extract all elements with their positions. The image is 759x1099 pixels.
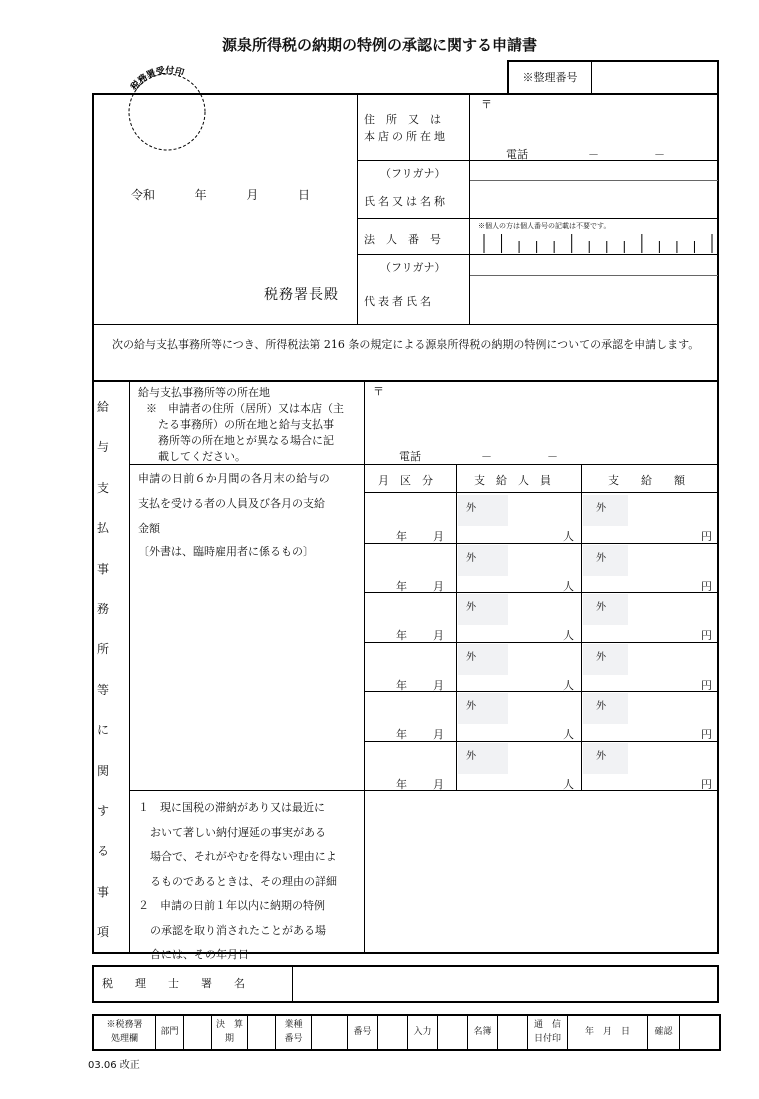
address-input[interactable] [496,100,715,142]
office-use-text: 通 信 [533,1020,561,1030]
office-use-text: 名簿 [473,1027,492,1037]
revision-label: 03.06 改正 [88,1060,140,1071]
statement: 次の給与支払事務所等につき、所得税法第 216 条の規定による源泉所得税の納期の特例についての承認を申請します。 [112,338,700,351]
amount-unit: 円 [701,530,712,543]
payroll-desc: 金額 [138,522,160,535]
rep-furigana-input[interactable] [474,257,716,274]
office-use-cell [527,1016,567,1049]
divider [365,592,717,593]
condition-line: 場合で、それがやむを得ない理由によ [150,850,337,863]
office-use-box [92,1014,721,1051]
office-label: 給与支払事務所等の所在地 [138,386,270,399]
payroll-desc: 〔外書は、臨時雇用者に係るもの〕 [138,545,314,558]
corp-number-boxes[interactable] [470,230,718,254]
phone-dash: － [547,450,558,463]
address-label-1: 住 所 又 は [364,113,441,126]
office-use-blank-cell[interactable] [377,1016,407,1049]
postal-mark: 〒 [373,385,384,398]
office-use-cell [567,1016,647,1049]
amount-unit: 円 [701,629,712,643]
office-use-label-1: ※税務署 [106,1020,143,1030]
office-use-blank-cell[interactable] [247,1016,275,1049]
furigana-label: （フリガナ） [380,167,446,180]
office-use-cell [155,1016,183,1049]
date-year: 年 [194,188,207,202]
outer-people-label: 外 [466,751,476,762]
office-use-text: 業種 [284,1020,303,1030]
section-vertical-char: 給 [96,400,109,414]
office-note: ※ 申請者の住所（居所）又は本店（主 [146,402,344,415]
condition-line: ２ 申請の日前１年以内に納期の特例 [138,899,325,912]
ref-number-box [507,60,719,95]
outer-people-label: 外 [466,503,476,514]
office-note: 載してください。 [158,450,246,463]
outer-amount-label: 外 [596,602,606,614]
divider [365,691,717,692]
row-month-label: 月 [433,778,444,791]
divider [129,382,130,952]
office-use-text: 番号 [353,1027,372,1037]
col-month-header: 月 区 分 [378,474,433,487]
people-unit: 人 [563,629,574,643]
row-year-label: 年 [396,728,407,742]
office-note: 務所等の所在地とが異なる場合に記 [158,434,334,447]
date-line [131,186,310,203]
conditions-input[interactable] [370,796,714,950]
people-unit: 人 [563,778,574,791]
office-use-cell [275,1016,311,1049]
section-vertical-char: 事 [96,884,109,899]
row-year-label: 年 [396,778,407,791]
people-unit: 人 [563,579,574,593]
addressee: 税務署長殿 [264,287,339,303]
outer-people-label: 外 [466,651,476,663]
divider [94,324,718,325]
row-year-label: 年 [396,579,407,593]
outer-amount-label: 外 [596,503,606,514]
form-title: 源泉所得税の納期の特例の承認に関する申請書 [221,36,537,54]
phone-dash: － [481,450,492,463]
divider [130,790,717,791]
ref-number-input[interactable] [595,66,715,92]
section-vertical-char: に [96,723,109,738]
outer-people-label: 外 [466,701,476,713]
amount-unit: 円 [701,778,712,791]
address-label-2: 本店の所在地 [364,130,448,143]
date-month: 月 [246,188,259,202]
divider [357,254,718,255]
rep-name-label: 代表者氏名 [364,295,434,308]
office-use-label-2: 処理欄 [110,1034,138,1044]
section-vertical-char: 支 [96,480,109,495]
office-note: たる事務所）の所在地と給与支払事 [158,418,334,431]
payroll-desc: 申請の日前６か月間の各月末の給与の [138,472,331,485]
amount-unit: 円 [701,678,712,692]
condition-line: おいて著しい納付遅延の事実がある [150,825,326,839]
office-use-blank-cell[interactable] [679,1016,719,1049]
divider [364,382,365,952]
condition-line: 合には、その年月日 [150,948,249,961]
outer-people-label: 外 [466,552,476,564]
outer-amount-label: 外 [596,751,606,762]
section-vertical-char: 所 [96,642,109,657]
section-vertical-char: 事 [96,561,109,576]
section-vertical-char: 払 [96,521,109,536]
col-amount-header: 支 給 額 [608,474,685,487]
office-use-blank-cell[interactable] [437,1016,467,1049]
col-people-header: 支 給 人 員 [474,474,551,487]
amount-unit: 円 [701,579,712,593]
outer-amount-label: 外 [596,651,606,663]
furigana-input[interactable] [474,163,716,180]
outer-people-label: 外 [466,602,476,614]
tax-accountant-box [92,965,719,1003]
condition-line: の承認を取り消されたことがある場 [150,923,326,937]
row-month-label: 月 [433,728,444,742]
section-vertical-char: 等 [96,682,109,697]
people-unit: 人 [563,530,574,543]
payroll-desc: 支払を受ける者の人員及び各月の支給 [138,497,325,510]
date-day: 日 [298,188,311,202]
corp-number-label: 法 人 番 号 [364,233,441,246]
date-era: 令和 [131,188,156,202]
postal-mark: 〒 [481,98,492,111]
divider [357,95,358,324]
corp-number-note: ※個人の方は個人番号の記載は不要です。 [478,222,611,230]
office-use-text: 日付印 [533,1034,561,1044]
office-use-cell [407,1016,437,1049]
rep-name-input[interactable] [474,280,716,320]
office-use-blank-cell[interactable] [183,1016,211,1049]
divider [365,642,717,643]
name-label: 氏名又は名称 [364,195,448,208]
phone-label: 電話 [399,450,421,463]
row-month-label: 月 [433,530,444,543]
outer-amount-label: 外 [596,552,606,564]
condition-line: るものであるときは、その理由の詳細 [150,874,337,888]
stamp-area [118,62,228,172]
section-vertical-char: 関 [96,763,109,778]
divider [365,543,717,544]
amount-unit: 円 [701,728,712,742]
row-year-label: 年 [396,629,407,643]
phone-label: 電話 [506,148,528,161]
office-use-cell [211,1016,247,1049]
row-year-label: 年 [396,678,407,692]
section-vertical-char: 務 [96,602,109,616]
divider [365,492,717,493]
office-use-cell [347,1016,377,1049]
divider [130,464,717,465]
office-use-text: 番号 [284,1034,303,1044]
phone-dash: － [654,148,665,161]
rep-furigana-label: （フリガナ） [380,261,446,274]
ref-number-label: ※整理番号 [509,62,592,93]
office-use-blank-cell[interactable] [311,1016,347,1049]
conditions [138,796,363,968]
section-vertical-char: 項 [96,925,109,940]
office-use-text: 入力 [413,1027,432,1037]
office-use-label [94,1018,155,1046]
office-use-text: 決 算 [215,1020,243,1030]
outer-amount-label: 外 [596,701,606,713]
name-input[interactable] [474,184,716,216]
people-unit: 人 [563,728,574,742]
tax-accountant-label: 税 理 士 署 名 [94,967,293,1001]
tax-accountant-input[interactable] [300,971,714,999]
row-month-label: 月 [433,579,444,593]
row-year-label: 年 [396,530,407,543]
phone-dash: － [588,148,599,161]
office-use-cell [647,1016,679,1049]
divider [357,218,718,219]
office-use-cell [467,1016,497,1049]
section-vertical-char: 与 [96,440,109,455]
office-use-text: 確認 [654,1027,673,1037]
section-vertical-char: る [96,844,109,859]
office-use-text: 部門 [160,1027,179,1037]
people-unit: 人 [563,678,574,692]
divider [469,95,470,324]
office-use-text: 期 [224,1034,234,1044]
divider [470,180,718,181]
condition-line: １ 現に国税の滞納があり又は最近に [138,801,325,814]
office-use-blank-cell[interactable] [497,1016,527,1049]
section-vertical-char: す [96,804,109,818]
row-month-label: 月 [433,678,444,692]
stamp-label: 税務署受付印 [129,66,185,93]
divider [365,741,717,742]
row-month-label: 月 [433,629,444,643]
divider [470,275,718,276]
office-address-input[interactable] [388,388,712,444]
office-use-text: 年 月 日 [584,1027,630,1037]
